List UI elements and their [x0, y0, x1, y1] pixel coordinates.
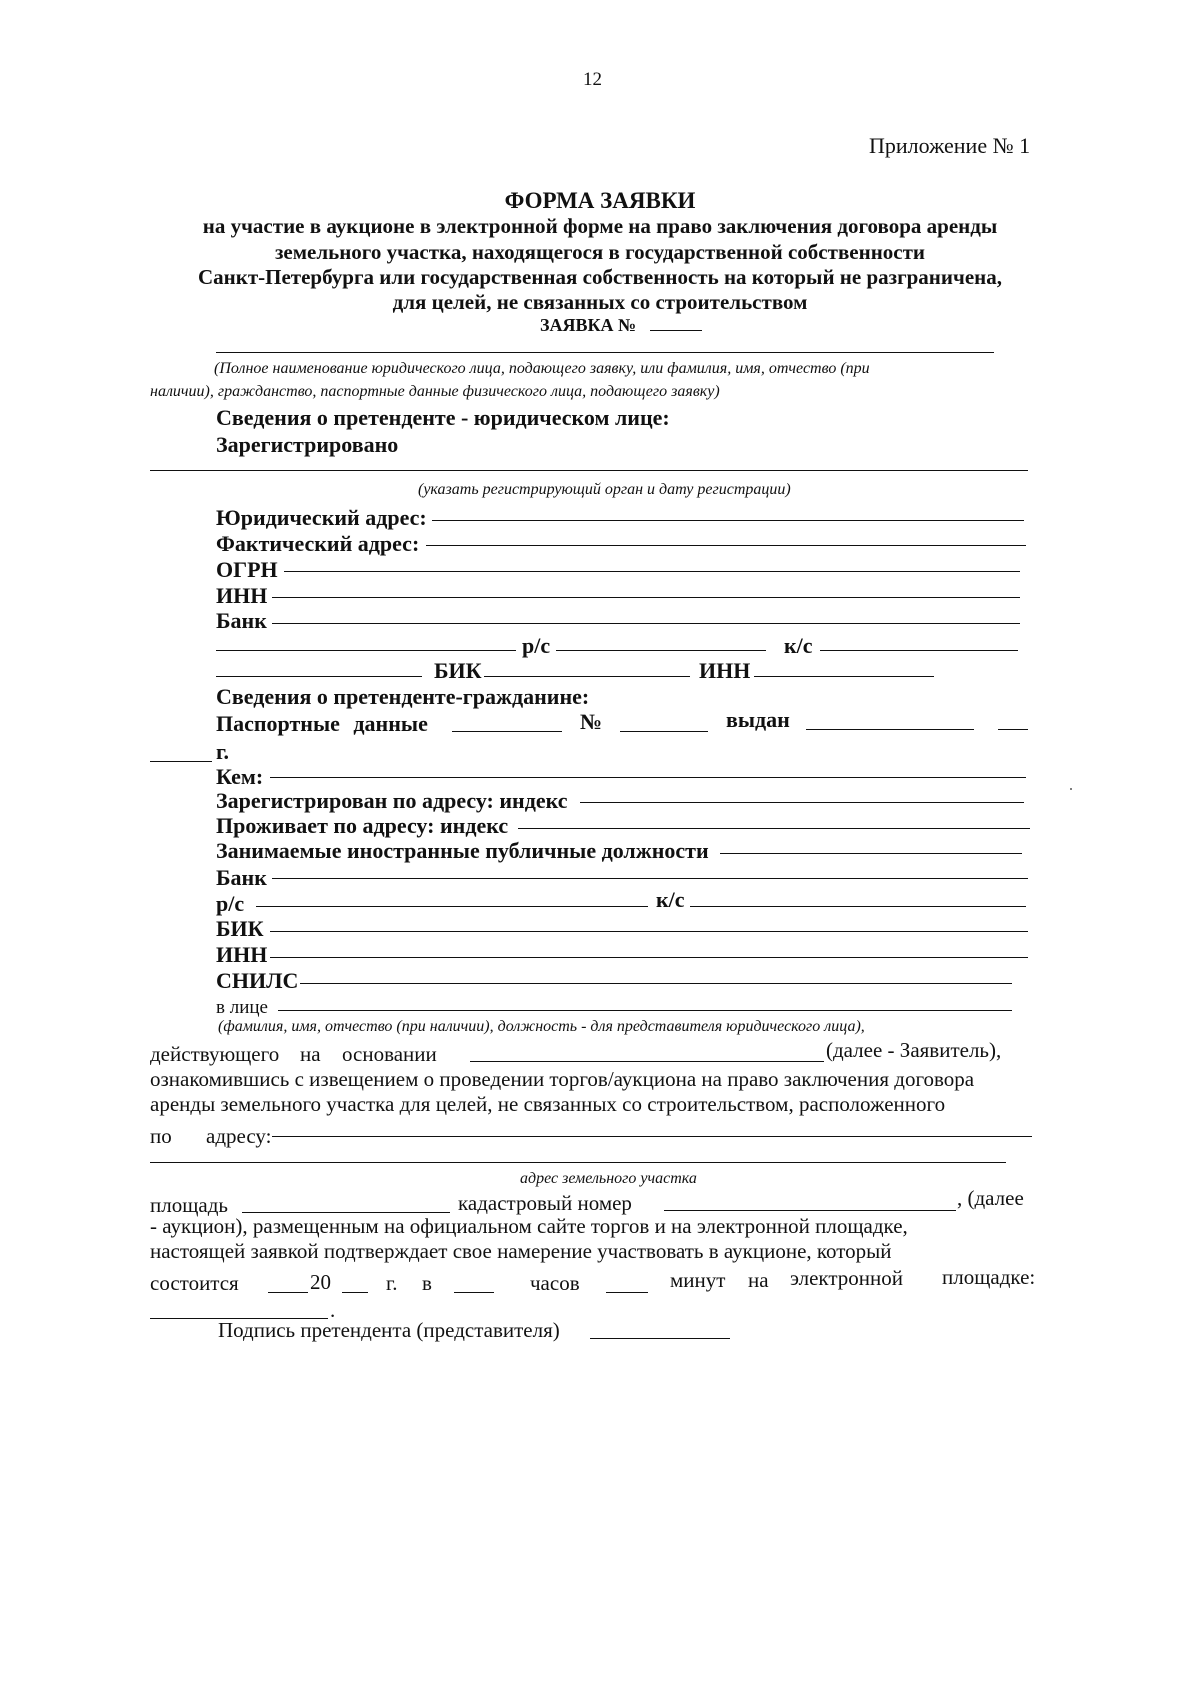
actual-address-label: Фактический адрес: [216, 531, 420, 556]
subtitle-line-1: на участие в аукционе в электронной форме на право заключения договора аренды [202, 214, 998, 238]
page-number: 12 [583, 69, 602, 90]
ks-field[interactable] [820, 650, 1018, 651]
passport-issued-date-field-2[interactable] [998, 729, 1028, 730]
subtitle-line-3: Санкт-Петербурга или государственная собственность на который не разграничена, [197, 265, 1003, 289]
passport-series-field[interactable] [452, 731, 562, 732]
in-word: в [422, 1271, 432, 1295]
acting-basis-word: основании [342, 1042, 437, 1066]
on-word: на [748, 1268, 769, 1292]
citizen-rs-label: р/с [216, 891, 245, 916]
citizen-heading: Сведения о претенденте-гражданине: [216, 684, 590, 709]
citizen-bank-label: Банк [216, 865, 267, 890]
address-field-2[interactable] [150, 1162, 1006, 1163]
passport-label: Паспортные данные [216, 711, 428, 736]
bank-label: Банк [216, 608, 267, 633]
by-whom-field[interactable] [270, 777, 1026, 778]
hint-applicant-line-2: наличии), гражданство, паспортные данные физического лица, подающего заявку) [150, 383, 720, 400]
area-field[interactable] [242, 1212, 450, 1213]
passport-number-sign: № [580, 709, 603, 734]
hint-registration: (указать регистрирующий орган и дату регистрации) [418, 481, 791, 498]
minutes-field[interactable] [606, 1292, 648, 1293]
legal-entity-heading: Сведения о претенденте - юридическом лице: [216, 405, 670, 430]
legal-address-field[interactable] [432, 520, 1024, 521]
lives-address-label: Проживает по адресу: индекс [216, 813, 509, 838]
basis-field[interactable] [470, 1061, 824, 1062]
bank-field-cont[interactable] [216, 650, 516, 651]
citizen-ks-label: к/с [656, 887, 685, 912]
citizen-bank-field[interactable] [272, 878, 1028, 879]
minutes-word: минут [670, 1268, 726, 1292]
inn-label: ИНН [216, 583, 268, 608]
takes-place-word: состоится [150, 1271, 239, 1295]
form-title: ФОРМА ЗАЯВКИ [504, 188, 696, 213]
applicant-ref: (далее - Заявитель), [826, 1038, 1002, 1062]
bank-field[interactable] [272, 623, 1020, 624]
citizen-ks-field[interactable] [690, 906, 1026, 907]
citizen-inn-field[interactable] [270, 957, 1028, 958]
day-field[interactable] [268, 1292, 308, 1293]
inn2-field[interactable] [754, 676, 934, 677]
acting-on-word: на [300, 1042, 321, 1066]
ks-label: к/с [784, 633, 813, 658]
citizen-snils-field[interactable] [300, 983, 1012, 984]
foreign-positions-label: Занимаемые иностранные публичные должности [216, 838, 709, 863]
platform-word: площадке: [942, 1265, 1036, 1289]
year-suffix: г. [216, 739, 230, 764]
representative-field[interactable] [278, 1010, 1012, 1011]
passport-number-field[interactable] [620, 731, 708, 732]
further-label: , (далее [957, 1186, 1024, 1210]
citizen-rs-field[interactable] [256, 906, 648, 907]
bik-field[interactable] [484, 676, 690, 677]
hint-address: адрес земельного участка [520, 1170, 697, 1187]
address-label: адресу: [206, 1124, 272, 1148]
passport-issued-date-field[interactable] [806, 729, 974, 730]
rs-label: р/с [522, 633, 551, 658]
citizen-snils-label: СНИЛС [216, 968, 299, 993]
actual-address-field[interactable] [426, 545, 1026, 546]
hint-representative: (фамилия, имя, отчество (при наличии), должность - для представителя юридического лица), [218, 1018, 865, 1035]
in-person-label: в лице [216, 997, 268, 1018]
year-word: г. [386, 1271, 398, 1295]
address-po: по [150, 1124, 172, 1148]
citizen-inn-label: ИНН [216, 942, 268, 967]
year-prefix: 20 [310, 1270, 331, 1294]
registration-field[interactable] [150, 470, 1028, 471]
ogrn-label: ОГРН [216, 557, 278, 582]
cadastral-label: кадастровый номер [458, 1191, 632, 1215]
inn-field[interactable] [272, 597, 1020, 598]
ogrn-field[interactable] [284, 571, 1020, 572]
body-line-confirm: настоящей заявкой подтверждает свое намерение участвовать в аукционе, который [150, 1239, 892, 1263]
scan-speck [1070, 788, 1072, 790]
rs-field[interactable] [556, 650, 766, 651]
bik-label: БИК [434, 658, 482, 683]
citizen-bik-field[interactable] [270, 931, 1028, 932]
acting-word: действующего [150, 1042, 280, 1066]
application-number-label: ЗАЯВКА № [540, 315, 637, 335]
lives-address-field[interactable] [518, 828, 1030, 829]
electronic-word: электронной [790, 1266, 904, 1290]
signature-field[interactable] [590, 1338, 730, 1339]
registered-address-field[interactable] [580, 802, 1024, 803]
body-line-auction: - аукцион), размещенным на официальном сайте торгов и на электронной площадке, [150, 1214, 908, 1238]
inn2-label: ИНН [699, 658, 751, 683]
subtitle-line-2: земельного участка, находящегося в государственной собственности [274, 240, 926, 264]
subtitle-line-4: для целей, не связанных со строительством [392, 290, 808, 314]
registered-label: Зарегистрировано [216, 432, 399, 457]
hours-field[interactable] [454, 1292, 494, 1293]
citizen-bik-label: БИК [216, 916, 264, 941]
appendix-label: Приложение № 1 [869, 133, 1031, 158]
address-field[interactable] [272, 1136, 1032, 1137]
legal-address-label: Юридический адрес: [216, 505, 427, 530]
period: . [330, 1298, 336, 1322]
bik-prefix-field[interactable] [216, 676, 422, 677]
year-field[interactable] [342, 1292, 368, 1293]
passport-issued-label: выдан [726, 707, 790, 732]
application-number-field[interactable] [650, 330, 702, 331]
body-line-3: аренды земельного участка для целей, не связанных со строительством, расположенного [150, 1092, 946, 1116]
foreign-positions-field[interactable] [720, 853, 1022, 854]
applicant-name-field[interactable] [216, 352, 994, 353]
hint-applicant-line-1: (Полное наименование юридического лица, подающего заявку, или фамилия, имя, отчество (при [214, 360, 870, 377]
hours-word: часов [530, 1271, 580, 1295]
area-label: площадь [150, 1193, 228, 1217]
registered-address-label: Зарегистрирован по адресу: индекс [216, 788, 568, 813]
body-line-2: ознакомившись с извещением о проведении торгов/аукциона на право заключения договора [150, 1067, 975, 1091]
cadastral-field[interactable] [664, 1210, 956, 1211]
signature-label: Подпись претендента (представителя) [218, 1318, 560, 1342]
passport-year-field[interactable] [150, 761, 212, 762]
by-whom-label: Кем: [216, 764, 264, 789]
